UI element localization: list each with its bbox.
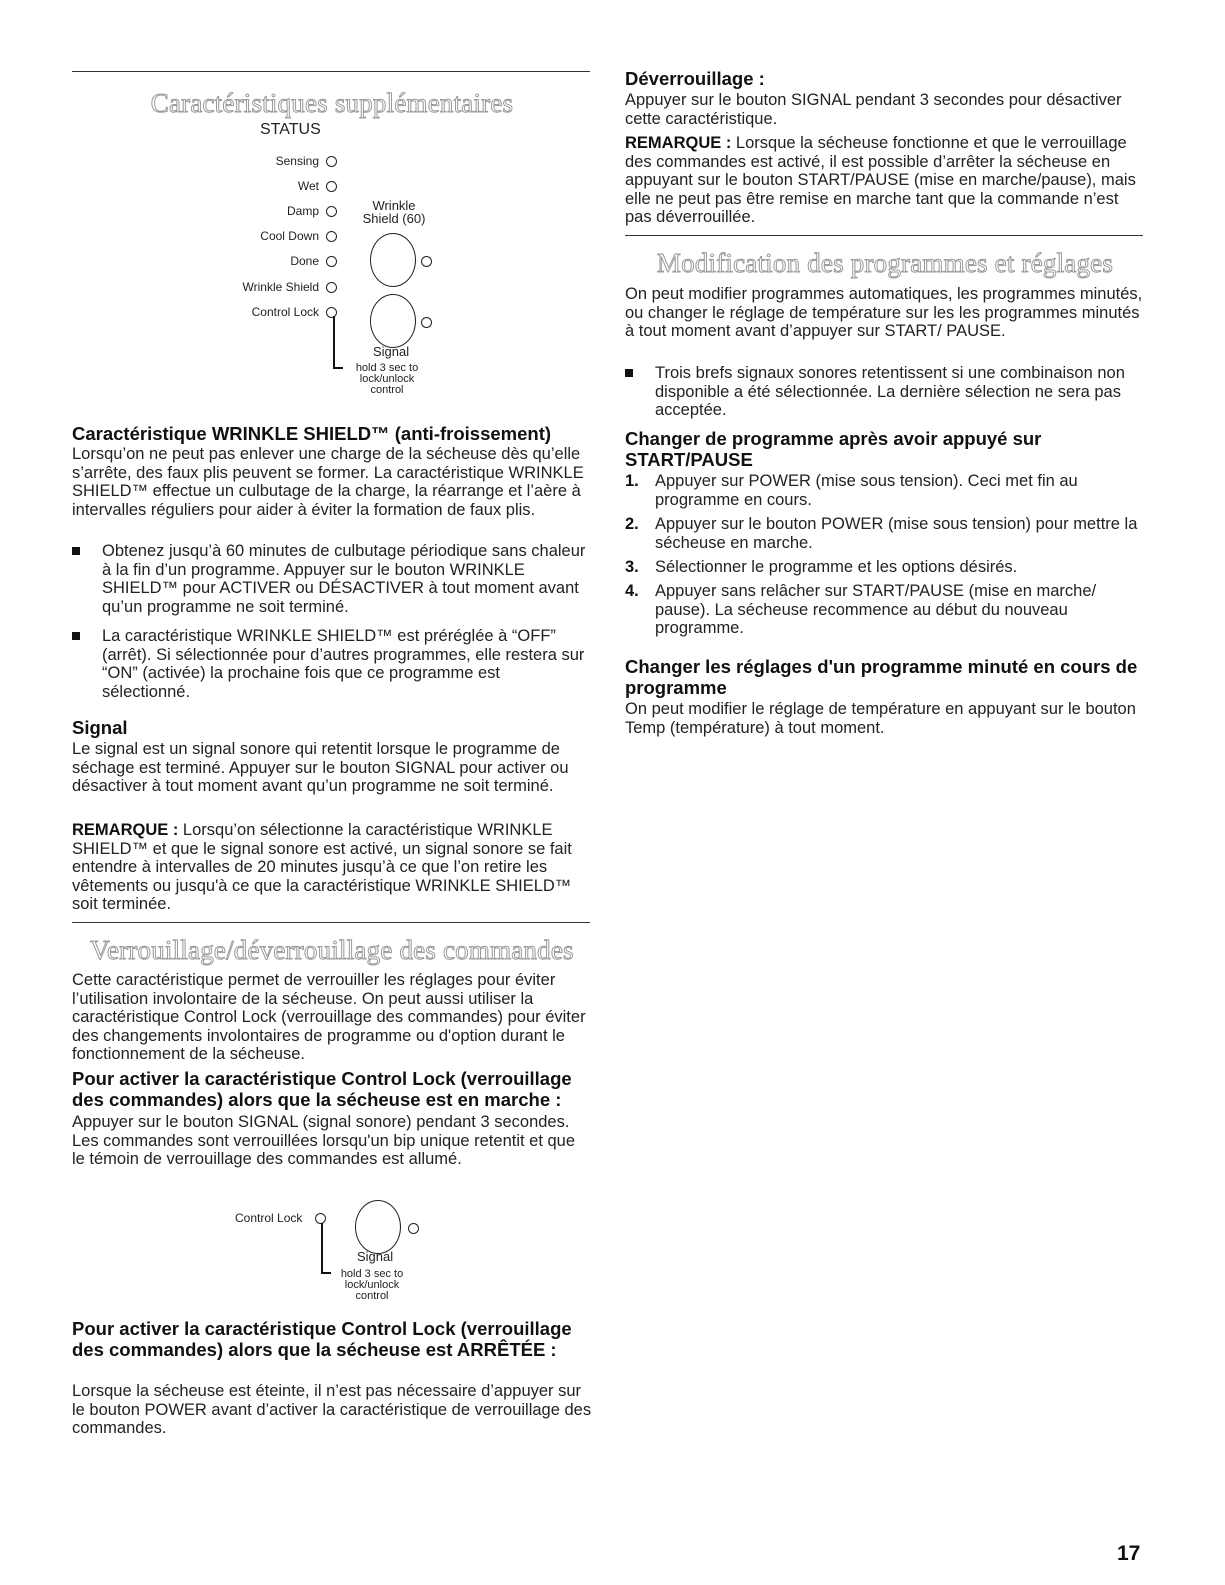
wrinkle-label-line-1: Wrinkle <box>372 198 416 213</box>
status-indicator-wrinkle-shield <box>326 282 337 293</box>
hold-line-2: lock/unlock <box>344 1279 400 1291</box>
status-indicator-control-lock <box>326 307 337 318</box>
signal-led <box>421 317 432 328</box>
heading-wrinkle-shield: Caractéristique WRINKLE SHIELD™ (anti-froissement) <box>72 423 552 444</box>
paragraph-lock: Cette caractéristique permet de verrouiller les réglages pour éviter l’utilisation involontaire de la sécheuse. On peut aussi utiliser la caractéristique Control Lock (verrouillage des commandes) pour éviter des changements involontaires de programme ou d'option durant le fonctionnement de la sécheuse. <box>72 971 586 1063</box>
wrinkle-label-line-2: Shield (60) <box>362 211 426 226</box>
hold-line-1: hold 3 sec to <box>355 362 419 374</box>
unlock-note-text: Lorsque la sécheuse fonctionne et que le verrouillage des commandes est activé, il est possible d’arrêter la sécheuse en appuyant sur le bouton START/PAUSE (mise en marche/pause), mais elle ne peut pas être remise en marche tant que la commande n’est pas déverrouillée. <box>625 134 1136 226</box>
status-item-done: Done <box>290 254 319 268</box>
control-lock-bracket <box>333 316 335 368</box>
control-lock-label: Control Lock <box>235 1211 303 1225</box>
step-number: 1. <box>625 472 639 490</box>
status-indicator-wet <box>326 181 337 192</box>
wrinkle-shield-button[interactable] <box>370 233 416 287</box>
section-divider <box>625 235 1143 236</box>
signal-label: Signal <box>373 344 410 359</box>
unlock-note <box>625 134 1145 227</box>
control-lock-bracket <box>321 1223 323 1273</box>
step-text: Appuyer sur le bouton POWER (mise sous tension) pour mettre la sécheuse en marche. <box>655 515 1138 552</box>
heading-unlock: Déverrouillage : <box>625 68 765 89</box>
signal-note-text: Lorsqu’on sélectionne la caractéristique WRINKLE SHIELD™ et que le signal sonore est activé, un signal sonore se fait entendre à intervalles de 20 minutes jusqu’à ce que l’on retire les vêtements ou jusqu'à ce que la caractéristique WRINKLE SHIELD™ soit terminée. <box>72 821 572 913</box>
status-item-damp: Damp <box>286 204 319 218</box>
bullet-square-icon <box>72 632 80 640</box>
heading-lock-on: Pour activer la caractéristique Control Lock (verrouillage des commandes) alors que la sécheuse est en marche : <box>72 1068 572 1110</box>
status-item-wrinkle-shield: Wrinkle Shield <box>242 280 319 294</box>
step-text: Appuyer sur POWER (mise sous tension). Ceci met fin au programme en cours. <box>655 472 1078 509</box>
heading-lock-off: Pour activer la caractéristique Control Lock (verrouillage des commandes) alors que la sécheuse est ARRÊTÉE : <box>72 1318 572 1360</box>
section-title-modification: Modification des programmes et réglages <box>656 248 1114 278</box>
paragraph-timed: On peut modifier le réglage de température en appuyant sur le bouton Temp (température) à tout moment. <box>625 700 1136 737</box>
step-number: 2. <box>625 515 639 533</box>
status-indicator-damp <box>326 206 337 217</box>
heading-timed-program: Changer les réglages d'un programme minuté en cours de programme <box>625 656 1138 698</box>
status-indicator-sensing <box>326 156 337 167</box>
control-lock-diagram <box>72 1190 592 1315</box>
hold-instruction <box>322 1269 422 1302</box>
paragraph-lock-on: Appuyer sur le bouton SIGNAL (signal sonore) pendant 3 secondes. Les commandes sont verrouillées lorsqu'un bip unique retentit et que le témoin de verrouillage des commandes est allumé. <box>72 1113 576 1168</box>
hold-line-1: hold 3 sec to <box>340 1268 404 1280</box>
bullet-square-icon <box>625 369 633 377</box>
section-title-caracteristiques: Caractéristiques supplémentaires <box>150 88 514 118</box>
status-item-control-lock: Control Lock <box>251 305 319 319</box>
signal-button[interactable] <box>355 1200 401 1254</box>
signal-led <box>408 1223 419 1234</box>
status-item-wet: Wet <box>297 179 319 193</box>
hold-line-2: lock/unlock <box>359 373 415 385</box>
hold-line-3: control <box>355 1290 389 1302</box>
bullet-square-icon <box>72 547 80 555</box>
paragraph-signal: Le signal est un signal sonore qui retentit lorsque le programme de séchage est terminé. Appuyer sur le bouton SIGNAL pour activer ou désactiver à tout moment avant qu’un programme ne soit terminé. <box>72 740 569 795</box>
step-number: 4. <box>625 582 639 600</box>
paragraph-lock-off: Lorsque la sécheuse est éteinte, il n’est pas nécessaire d’appuyer sur le bouton POWER avant d’activer la caractéristique de verrouillage des commandes. <box>72 1382 592 1437</box>
signal-label: Signal <box>357 1249 394 1264</box>
step-number: 3. <box>625 558 639 576</box>
bullet-text: Trois brefs signaux sonores retentissent si une combinaison non disponible a été sélectionnée. La dernière sélection ne sera pas acceptée. <box>655 364 1125 419</box>
hold-instruction <box>337 363 437 396</box>
page-number: 17 <box>1117 1542 1141 1565</box>
bullet-text: Obtenez jusqu’à 60 minutes de culbutage périodique sans chaleur à la fin d’un programme. Appuyer sur le bouton WRINKLE SHIELD™ pour ACTIVER ou DÉSACTIVER à tout moment avant qu’un programme ne soit terminé. <box>102 542 586 616</box>
status-panel <box>72 0 592 410</box>
step-text: Appuyer sans relâcher sur START/PAUSE (mise en marche/ pause). La sécheuse recommence au début du nouveau programme. <box>655 582 1097 637</box>
paragraph-wrinkle-shield: Lorsqu’on ne peut pas enlever une charge de la sécheuse dès qu’elle s’arrête, des faux plis peuvent se former. La caractéristique WRINKLE SHIELD™ effectue un culbutage de la charge, la réarrange et l’aère à intervalles réguliers pour aider à éviter la formation de faux plis. <box>72 445 584 519</box>
status-panel-title: STATUS <box>260 121 321 138</box>
signal-button[interactable] <box>370 294 416 348</box>
heading-change-program: Changer de programme après avoir appuyé sur START/PAUSE <box>625 428 1042 470</box>
signal-note <box>72 821 592 914</box>
status-item-sensing: Sensing <box>275 154 319 168</box>
paragraph-unlock: Appuyer sur le bouton SIGNAL pendant 3 secondes pour désactiver cette caractéristique. <box>625 91 1122 128</box>
step-text: Sélectionner le programme et les options désirés. <box>655 558 1018 576</box>
wrinkle-button-label <box>354 199 434 225</box>
signal-note-label: REMARQUE : <box>72 821 179 839</box>
bullet-text: La caractéristique WRINKLE SHIELD™ est préréglée à “OFF” (arrêt). Si sélectionnée pour d’autres programmes, elle restera sur “ON” (activée) la prochaine fois que ce programme est sélectionné. <box>102 627 585 701</box>
hold-line-3: control <box>370 384 404 396</box>
section-title-verrouillage: Verrouillage/déverrouillage des commandes <box>90 935 574 965</box>
section-divider <box>72 922 590 923</box>
heading-signal: Signal <box>72 717 128 738</box>
status-indicator-done <box>326 256 337 267</box>
paragraph-modify: On peut modifier programmes automatiques, les programmes minutés, ou changer le réglage de température sur les les programmes minutés à tout moment avant d’appuyer sur START/ PAUSE. <box>625 285 1143 340</box>
wrinkle-shield-led <box>421 256 432 267</box>
unlock-note-label: REMARQUE : <box>625 134 732 152</box>
status-item-cool-down: Cool Down <box>260 229 319 243</box>
status-indicator-cool-down <box>326 231 337 242</box>
